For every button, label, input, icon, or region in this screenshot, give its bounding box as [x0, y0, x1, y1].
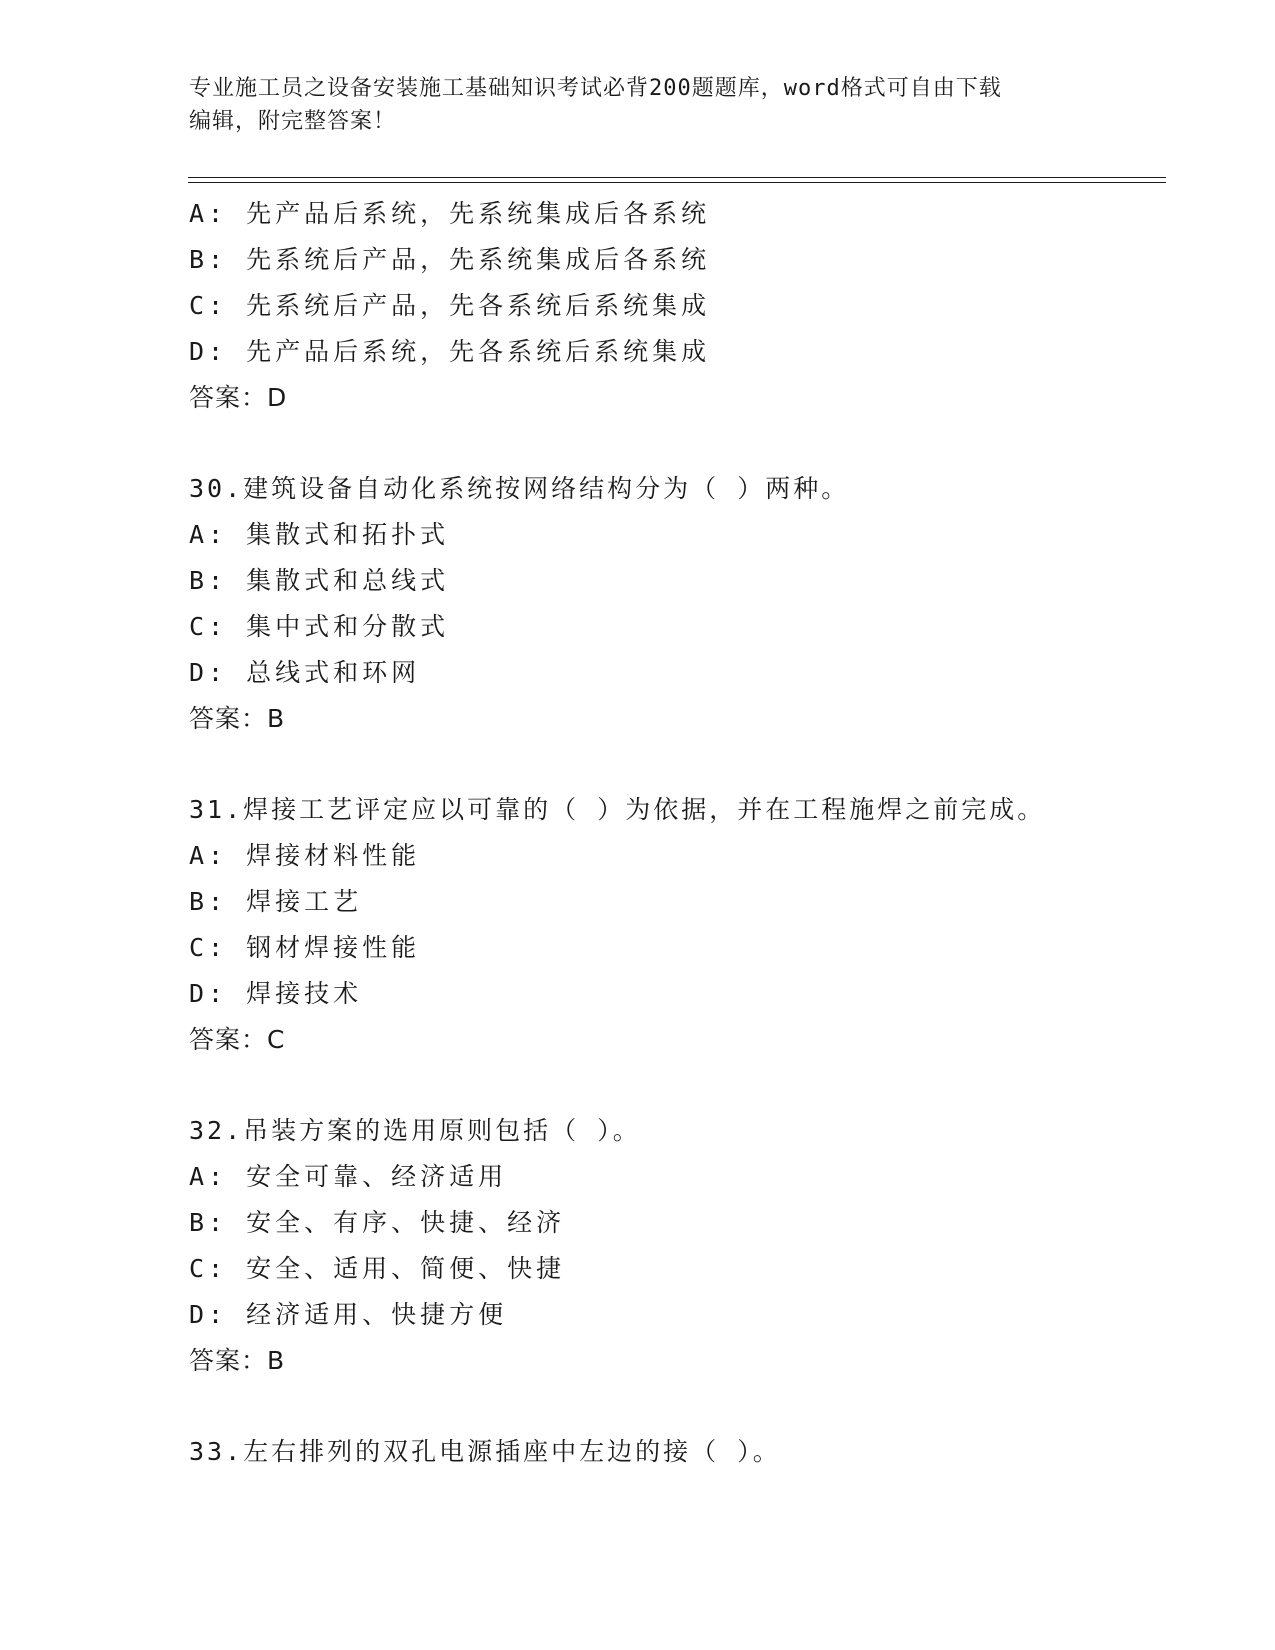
document-header	[189, 72, 1089, 138]
option-a: A: 集散式和拓扑式	[189, 520, 450, 549]
option-a: A: 先产品后系统，先系统集成后各系统	[189, 199, 711, 228]
question-31	[189, 787, 1169, 1063]
spacer	[189, 742, 1169, 787]
question-32	[189, 1108, 1169, 1384]
option-a: A: 焊接材料性能	[189, 841, 421, 870]
answer-text: 答案：B	[189, 1346, 286, 1375]
answer-text: 答案：B	[189, 704, 286, 733]
option-d: D: 先产品后系统，先各系统后系统集成	[189, 337, 711, 366]
option-c: C: 集中式和分散式	[189, 612, 450, 641]
answer-text: 答案：C	[189, 1025, 286, 1054]
question-33	[189, 1429, 1169, 1475]
option-c: C: 钢材焊接性能	[189, 933, 421, 962]
question-title: 33.左右排列的双孔电源插座中左边的接（ ）。	[189, 1437, 781, 1466]
spacer	[189, 1384, 1169, 1429]
header-divider-top	[188, 177, 1166, 178]
option-c: C: 先系统后产品，先各系统后系统集成	[189, 291, 711, 320]
option-c: C: 安全、适用、简便、快捷	[189, 1254, 566, 1283]
question-list	[189, 191, 1169, 1475]
option-b: B: 焊接工艺	[189, 887, 363, 916]
spacer	[189, 1063, 1169, 1108]
question-title: 32.吊装方案的选用原则包括（ ）。	[189, 1116, 641, 1145]
option-d: D: 总线式和环网	[189, 658, 421, 687]
spacer	[189, 421, 1169, 466]
option-b: B: 先系统后产品，先系统集成后各系统	[189, 245, 711, 274]
option-a: A: 安全可靠、经济适用	[189, 1162, 508, 1191]
option-b: B: 安全、有序、快捷、经济	[189, 1208, 566, 1237]
header-divider-bottom	[188, 182, 1166, 183]
option-d: D: 经济适用、快捷方便	[189, 1300, 508, 1329]
option-b: B: 集散式和总线式	[189, 566, 450, 595]
header-title-line-2: 编辑，附完整答案！	[189, 109, 397, 134]
option-d: D: 焊接技术	[189, 979, 363, 1008]
answer-text: 答案：D	[189, 383, 288, 412]
header-title-line-1: 专业施工员之设备安装施工基础知识考试必背200题题库，word格式可自由下载	[189, 76, 1002, 101]
question-title: 31.焊接工艺评定应以可靠的（ ）为依据，并在工程施焊之前完成。	[189, 795, 1046, 824]
question-30	[189, 466, 1169, 742]
question-title: 30.建筑设备自动化系统按网络结构分为（ ）两种。	[189, 474, 850, 503]
question-29	[189, 191, 1169, 421]
